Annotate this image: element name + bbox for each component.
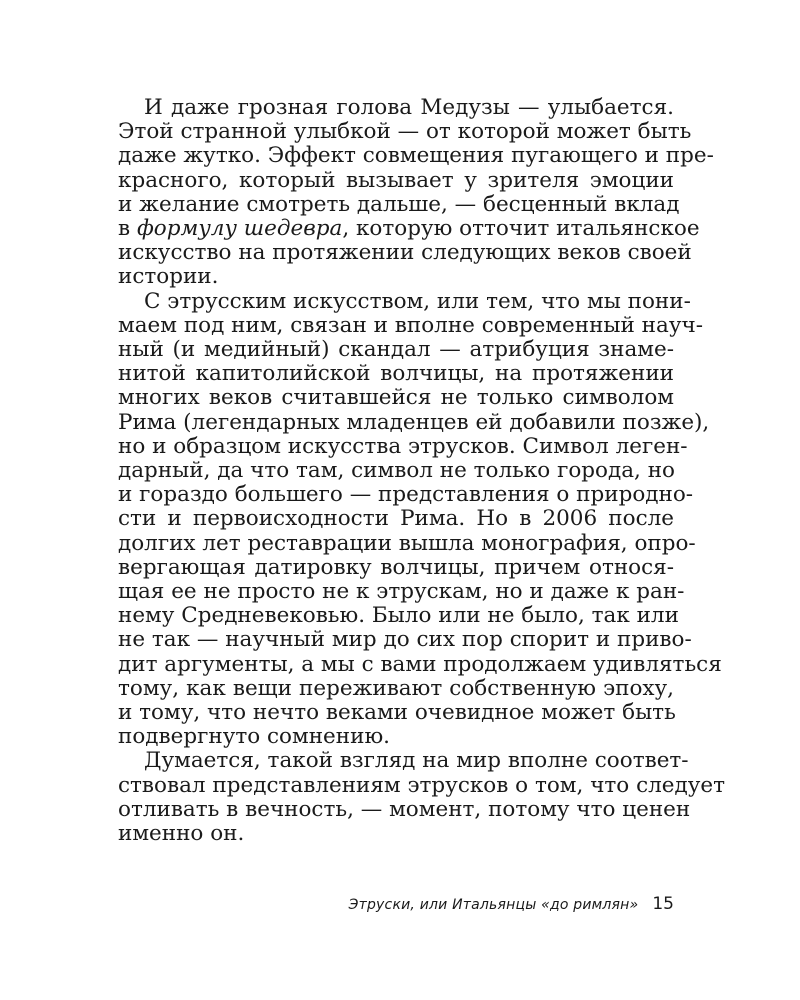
text-line: и гораздо большего — представления о природно- (118, 482, 694, 508)
page-footer (118, 894, 674, 914)
text-line: нитой капитолийской волчицы, на протяжении (118, 361, 674, 387)
text-line: щая ее не просто не к этрускам, но и даже к ран- (118, 579, 685, 605)
text-line: не так — научный мир до сих пор спорит и приво- (118, 627, 692, 653)
text-line: истории. (118, 264, 219, 290)
text-line: и желание смотреть дальше, — бесценный вклад (118, 191, 680, 217)
text-line: маем под ним, связан и вполне современный науч- (118, 312, 703, 338)
paragraph (118, 95, 714, 290)
text-line: Этой странной улыбкой — от которой может быть (118, 119, 692, 145)
text-line: Думается, такой взгляд на мир вполне соответ- (144, 748, 689, 774)
text-line: ствовал представлениям этрусков о том, что следует (118, 772, 726, 798)
text-line: многих веков считавшейся не только символом (118, 385, 674, 411)
text-fragment: в (118, 216, 137, 242)
text-line: Рима (легендарных младенцев ей добавили позже), (118, 409, 710, 435)
text-line: и тому, что нечто веками очевидное может быть (118, 700, 676, 726)
text-line: красного, который вызывает у зрителя эмоции (118, 167, 674, 193)
running-title: Этруски, или Итальянцы «до римлян» (348, 897, 639, 913)
text-line: именно он. (118, 821, 245, 847)
text-line: сти и первоисходности Рима. Но в 2006 после (118, 506, 674, 532)
body-text (118, 95, 726, 847)
text-line: тому, как вещи переживают собственную эпоху, (118, 675, 674, 701)
paragraph (118, 748, 726, 847)
italic-phrase: формулу шедевра (136, 216, 343, 242)
text-line-with-italic (118, 216, 700, 242)
text-line: подвергнуто сомнению. (118, 724, 390, 750)
text-line: ный (и медийный) скандал — атрибуция знаме- (118, 337, 674, 363)
text-line: отливать в вечность, — момент, потому что ценен (118, 796, 691, 822)
text-line: С этрусским искусством, или тем, что мы пони- (144, 288, 691, 314)
text-line: вергающая датировку волчицы, причем относя- (118, 554, 674, 580)
text-line: долгих лет реставрации вышла монография, опро- (118, 530, 696, 556)
text-line: искусство на протяжении следующих веков своей (118, 240, 692, 266)
text-line: И даже грозная голова Медузы — улыбается. (144, 95, 674, 120)
text-line: дарный, да что там, символ не только города, но (118, 458, 675, 484)
text-fragment: , которую отточит итальянское (342, 216, 700, 242)
text-line: даже жутко. Эффект совмещения пугающего и пре- (118, 143, 714, 169)
paragraph (118, 288, 722, 750)
text-line: нему Средневековью. Было или не было, так или (118, 603, 679, 629)
text-line: дит аргументы, а мы с вами продолжаем удивляться (118, 651, 722, 677)
text-line: но и образцом искусства этрусков. Символ леген- (118, 433, 688, 459)
page-number: 15 (652, 894, 674, 914)
